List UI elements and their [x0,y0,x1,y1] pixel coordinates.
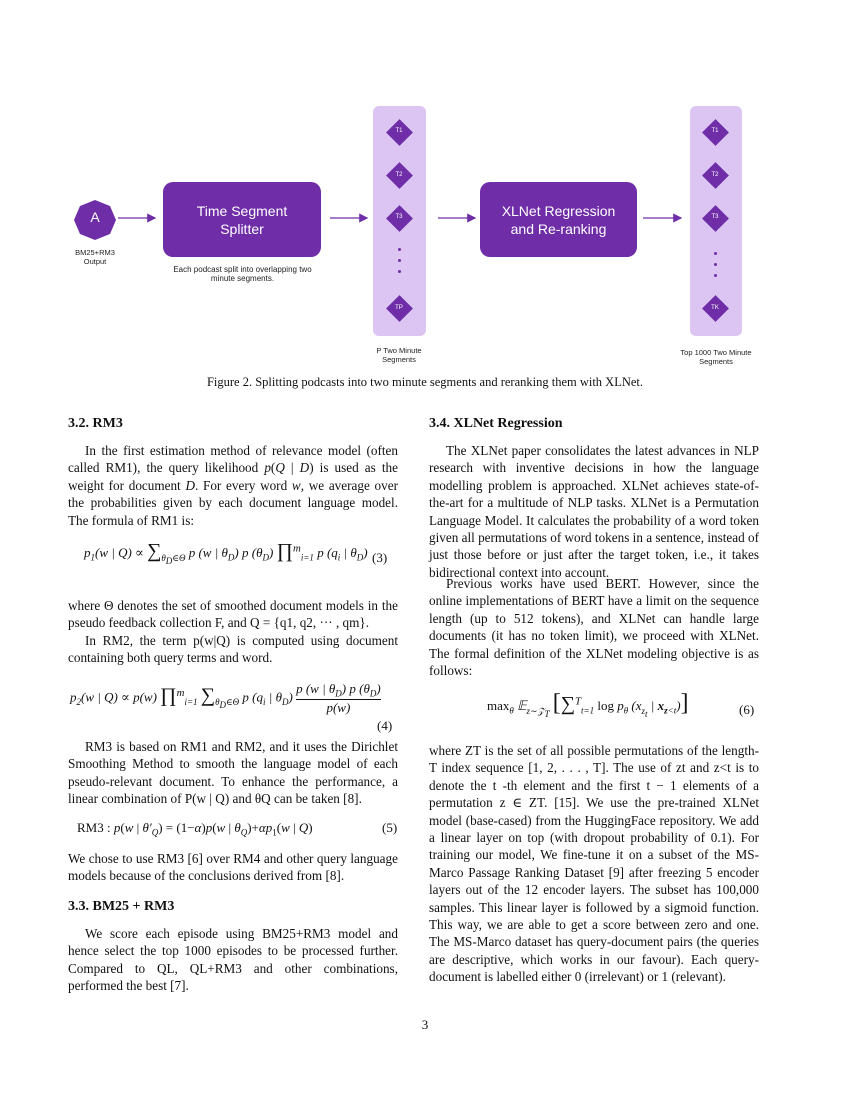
equation-number: (3) [372,550,388,565]
node-a-caption: BM25+RM3 Output [75,248,115,266]
equation-5: RM3 : p(w | $\theta'_Q) = (1-\alpha)p(w$ | $\theta_Q)+\alpha p_1(w$ | Q) [77,820,313,838]
segment-label: T1 [711,128,719,134]
rm1-paragraph: In the first estimation method of relevance model (often called RM1), the query likelihood p(Q | D) is used as the weight for document D. For every word w, we average over the probabilities given by each document language model. The formula of RM1 is: [68,443,398,528]
figure-caption: Figure 2. Splitting podcasts into two minute segments and reranking them with XLNet. [206,375,644,389]
segment-label: T3 [711,214,719,220]
xlnet-intro-paragraph: The XLNet paper consolidates the latest advances in NLP research with inventive decisions in how the language modelling problem is approached. XLNet achieves state-of-the-art for a multitude of NLP tasks. XLNet is a Permutation Language Model. It calculates the probability of a word token given all permutations of word tokens in a sentence, instead of just those before or just after the target token, i.e., it takes bidirectional context into account. [429,443,759,580]
bm25-paragraph: We score each episode using BM25+RM3 model and hence select the top 1000 episodes to be processed further. Compared to QL, QL+RM3 and other combinations, performed the best [7]. [68,926,398,994]
ellipsis-dot [398,259,401,262]
splitter-note: Each podcast split into overlapping two minute segments. [173,265,312,283]
rm3-choice-paragraph: We chose to use RM3 [6] over RM4 and other query language models because of the conclusions derived from [8]. [68,851,398,884]
section-heading: 3.2. RM3 [68,416,123,431]
segment-label: T2 [395,172,403,178]
section-heading: 3.3. BM25 + RM3 [68,899,175,914]
rm2-paragraph: In RM2, the term p(w|Q) is computed using document containing both query terms and word. [68,633,398,666]
equation-6: $\max_\theta$ 𝔼$_{z\sim 𝒵_T}$ [∑$^T_{t=1}$ $\log p_\theta$ ($x_{z_t}$ | $x_{z<t}$)] [487,690,689,719]
time-segment-splitter-box [163,182,321,257]
box1-line2: Splitter [220,220,264,237]
segment-label: T3 [395,214,403,220]
page-number: 3 [421,1017,429,1032]
node-a-label: A [90,209,100,225]
ellipsis-dot [398,270,401,273]
col2-caption: Top 1000 Two Minute Segments [680,348,752,366]
box2-line2: and Re-ranking [510,220,607,237]
segment-label: T1 [395,128,403,134]
segment-label: TP [395,305,403,311]
box1-line1: Time Segment [196,202,288,219]
ellipsis-dot [714,252,717,255]
equation-4: $p_2(w$ | Q) ∝ p(w) ∏$^m_{i=1}$ $\sum_{\theta_D\in\Theta}$ p ($q_i$ | $\theta_D$) $\frac{p (w | \theta_D) p (\theta_D)}{p(w)}$ [70,681,381,715]
rm3-paragraph: RM3 is based on RM1 and RM2, and it uses the Dirichlet Smoothing Method to smooth the language model of each pseudo-relevant document. To enhance the performance, a linear combination of P(w | Q) and θQ can be taken [8]. [68,739,398,807]
xlnet-bert-paragraph: Previous works have used BERT. However, since the online implementations of BERT have a limit on the sequence length (up to 512 tokens), and XLNet can handle large documents (it has no token limit), we proceed with XLNet. The formal definition of the XLNet modeling objective is as follows: [429,576,759,679]
ellipsis-dot [714,263,717,266]
xlnet-regression-box [480,182,637,257]
ellipsis-dot [398,248,401,251]
box2-line1: XLNet Regression [501,202,616,219]
segment-label: TK [711,305,719,311]
equation-number: (5) [382,820,398,835]
rm1-where-paragraph: where Θ denotes the set of smoothed document models in the pseudo feedback collection F, and Q = {q1, q2, ··· , qm}. [68,598,398,631]
section-heading: 3.4. XLNet Regression [429,416,563,431]
segment-label: T2 [711,172,719,178]
ellipsis-dot [714,274,717,277]
xlnet-details-paragraph: where ZT is the set of all possible permutations of the length-T index sequence [1, 2, . . . , T]. The use of zt and z<t is to denote the t -th element and the first t − 1 elements of a permutation z ∈ ZT. [15]. We use the pre-trained XLNet model (base-cased) from the HuggingFace repository. We add a linear layer on top (with dropout probability of 0.1). For training our model, We fine-tune it on a subset of the MS-Marco Passage Ranking Dataset [9] after freezing 5 encoder layers out of the 12 encoder layers. The subset has 100,000 samples. This linear layer is followed by a sigmoid function. This way, we are able to get a score between zero and one. The MS-Marco dataset has query-document pairs (the queries are descriptive, which works in our favour). Each query-document is labelled either 0 (irrelevant) or 1 (relevant). [429,743,759,985]
equation-number: (6) [739,702,755,717]
col1-caption: P Two Minute Segments [376,346,422,364]
equation-number: (4) [377,718,393,733]
equation-3: $p_1(w$ | $Q) \propto \sum_{\theta_D\in\Theta}$ p (w | $\theta_D$) p $(\theta_D)$ ∏$^m_{i=1}$ p ($q_i$ | $\theta_D$) [84,540,368,566]
